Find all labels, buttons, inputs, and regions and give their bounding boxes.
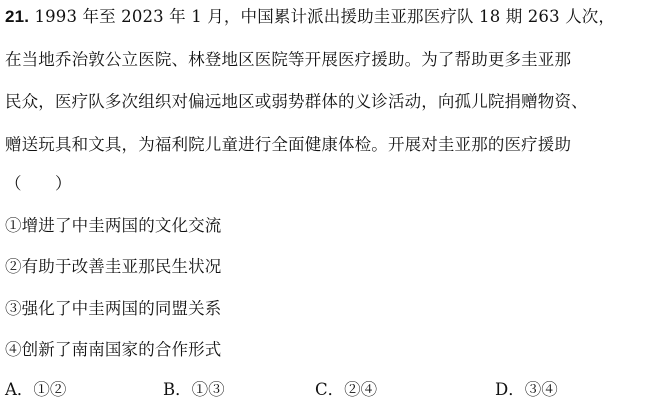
option-a[interactable]: A．①② bbox=[5, 380, 67, 399]
question-stem-line-3: 民众，医疗队多次组织对偏远地区或弱势群体的义诊活动，向孤儿院捐赠物资、 bbox=[5, 92, 588, 111]
answer-blank: （ ） bbox=[5, 174, 72, 193]
statement-3: ③强化了中圭两国的同盟关系 bbox=[5, 299, 222, 318]
statement-4: ④创新了南南国家的合作形式 bbox=[5, 340, 222, 359]
option-b[interactable]: B．①③ bbox=[163, 380, 225, 399]
question-number-dot: . bbox=[24, 7, 30, 26]
statement-2: ②有助于改善圭亚那民生状况 bbox=[5, 257, 222, 276]
question-stem-line-1 bbox=[5, 7, 615, 27]
question-stem-line-2: 在当地乔治敦公立医院、林登地区医院等开展医疗援助。为了帮助更多圭亚那 bbox=[5, 50, 572, 69]
statement-1: ①增进了中圭两国的文化交流 bbox=[5, 216, 222, 235]
question-number: 21 bbox=[5, 7, 25, 26]
question-stem-line-4: 赠送玩具和文具，为福利院儿童进行全面健康体检。开展对圭亚那的医疗援助 bbox=[5, 135, 572, 154]
option-d[interactable]: D．③④ bbox=[495, 380, 558, 399]
option-c[interactable]: C．②④ bbox=[315, 380, 378, 399]
stem-text-1: 1993 年至 2023 年 1 月，中国累计派出援助圭亚那医疗队 18 期 263 人次， bbox=[34, 7, 616, 26]
answer-options bbox=[5, 380, 645, 402]
